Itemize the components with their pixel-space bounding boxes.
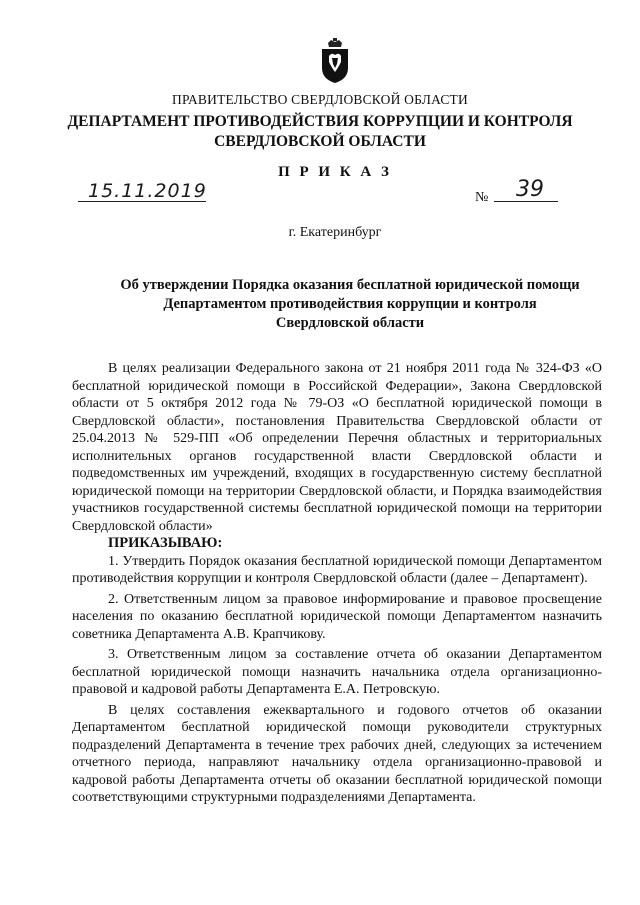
department-name-line2: СВЕРДЛОВСКОЙ ОБЛАСТИ [214, 133, 426, 150]
date-underline [78, 201, 206, 202]
city: г. Екатеринбург [288, 225, 382, 240]
coat-of-arms-icon [319, 38, 351, 84]
order-subject [90, 276, 610, 333]
decree-word: ПРИКАЗЫВАЮ: [108, 535, 223, 551]
item-4-paragraph: В целях составления ежеквартального и годового отчетов об оказании Департаментом бесплатной юридической помощи руководители структурных подразделений Департамента в течение трех рабочих дней, следующих за истечением отчетного периода, направляют начальнику отдела организационно-правовой и кадровой работы Департамента отчеты об оказании бесплатной юридической помощи соответствующими структурными подразделениями Департамента. [72, 702, 602, 805]
order-date: 15.11.2019 [88, 180, 207, 202]
subject-line3: Свердловской области [275, 315, 425, 331]
item-2-paragraph: 2. Ответственным лицом за правовое информирование и правовое просвещение населения по оказанию бесплатной юридической помощи Департаментом назначить советника Департамента А.В. Крапчикову. [72, 591, 602, 642]
order-title: П Р И К А З [278, 164, 392, 180]
subject-line1: Об утверждении Порядка оказания бесплатной юридической помощи [120, 277, 580, 293]
order-body [72, 360, 602, 807]
department-name-line1: ДЕПАРТАМЕНТ ПРОТИВОДЕЙСТВИЯ КОРРУПЦИИ И КОНТРОЛЯ [67, 113, 573, 130]
item-3-paragraph: 3. Ответственным лицом за составление отчета об оказании Департаментом бесплатной юридической помощи назначить начальника отдела организационно-правовой и кадровой работы Департамента Е.А. Петровскую. [72, 647, 602, 697]
order-number: 39 [516, 177, 544, 202]
department-name [0, 112, 640, 152]
number-underline [494, 201, 558, 202]
subject-line2: Департаментом противодействия коррупции и контроля [163, 296, 537, 312]
item-1-paragraph: 1. Утвердить Порядок оказания бесплатной юридической помощи Департаментом противодействия коррупции и контроля Свердловской области (далее – Департамент). [72, 553, 602, 586]
number-sign: № [475, 190, 489, 205]
preamble-paragraph: В целях реализации Федерального закона от 21 ноября 2011 года № 324-ФЗ «О бесплатной юридической помощи в Российской Федерации», Закона Свердловской области от 5 октября 2012 года № 79-ОЗ «О бесплатной юридической помощи в Свердловской области», постановления Правительства Свердловской области от 25.04.2013 № 529-ПП «Об определении Перечня областных и территориальных исполнительных органов государственной власти Свердловской области и подведомственных им учреждений, входящих в государственную систему бесплатной юридической помощи на территории Свердловской области, и Порядка взаимодействия участников государственной системы бесплатной юридической помощи на территории Свердловской области» [72, 361, 602, 534]
government-name: ПРАВИТЕЛЬСТВО СВЕРДЛОВСКОЙ ОБЛАСТИ [172, 92, 468, 107]
